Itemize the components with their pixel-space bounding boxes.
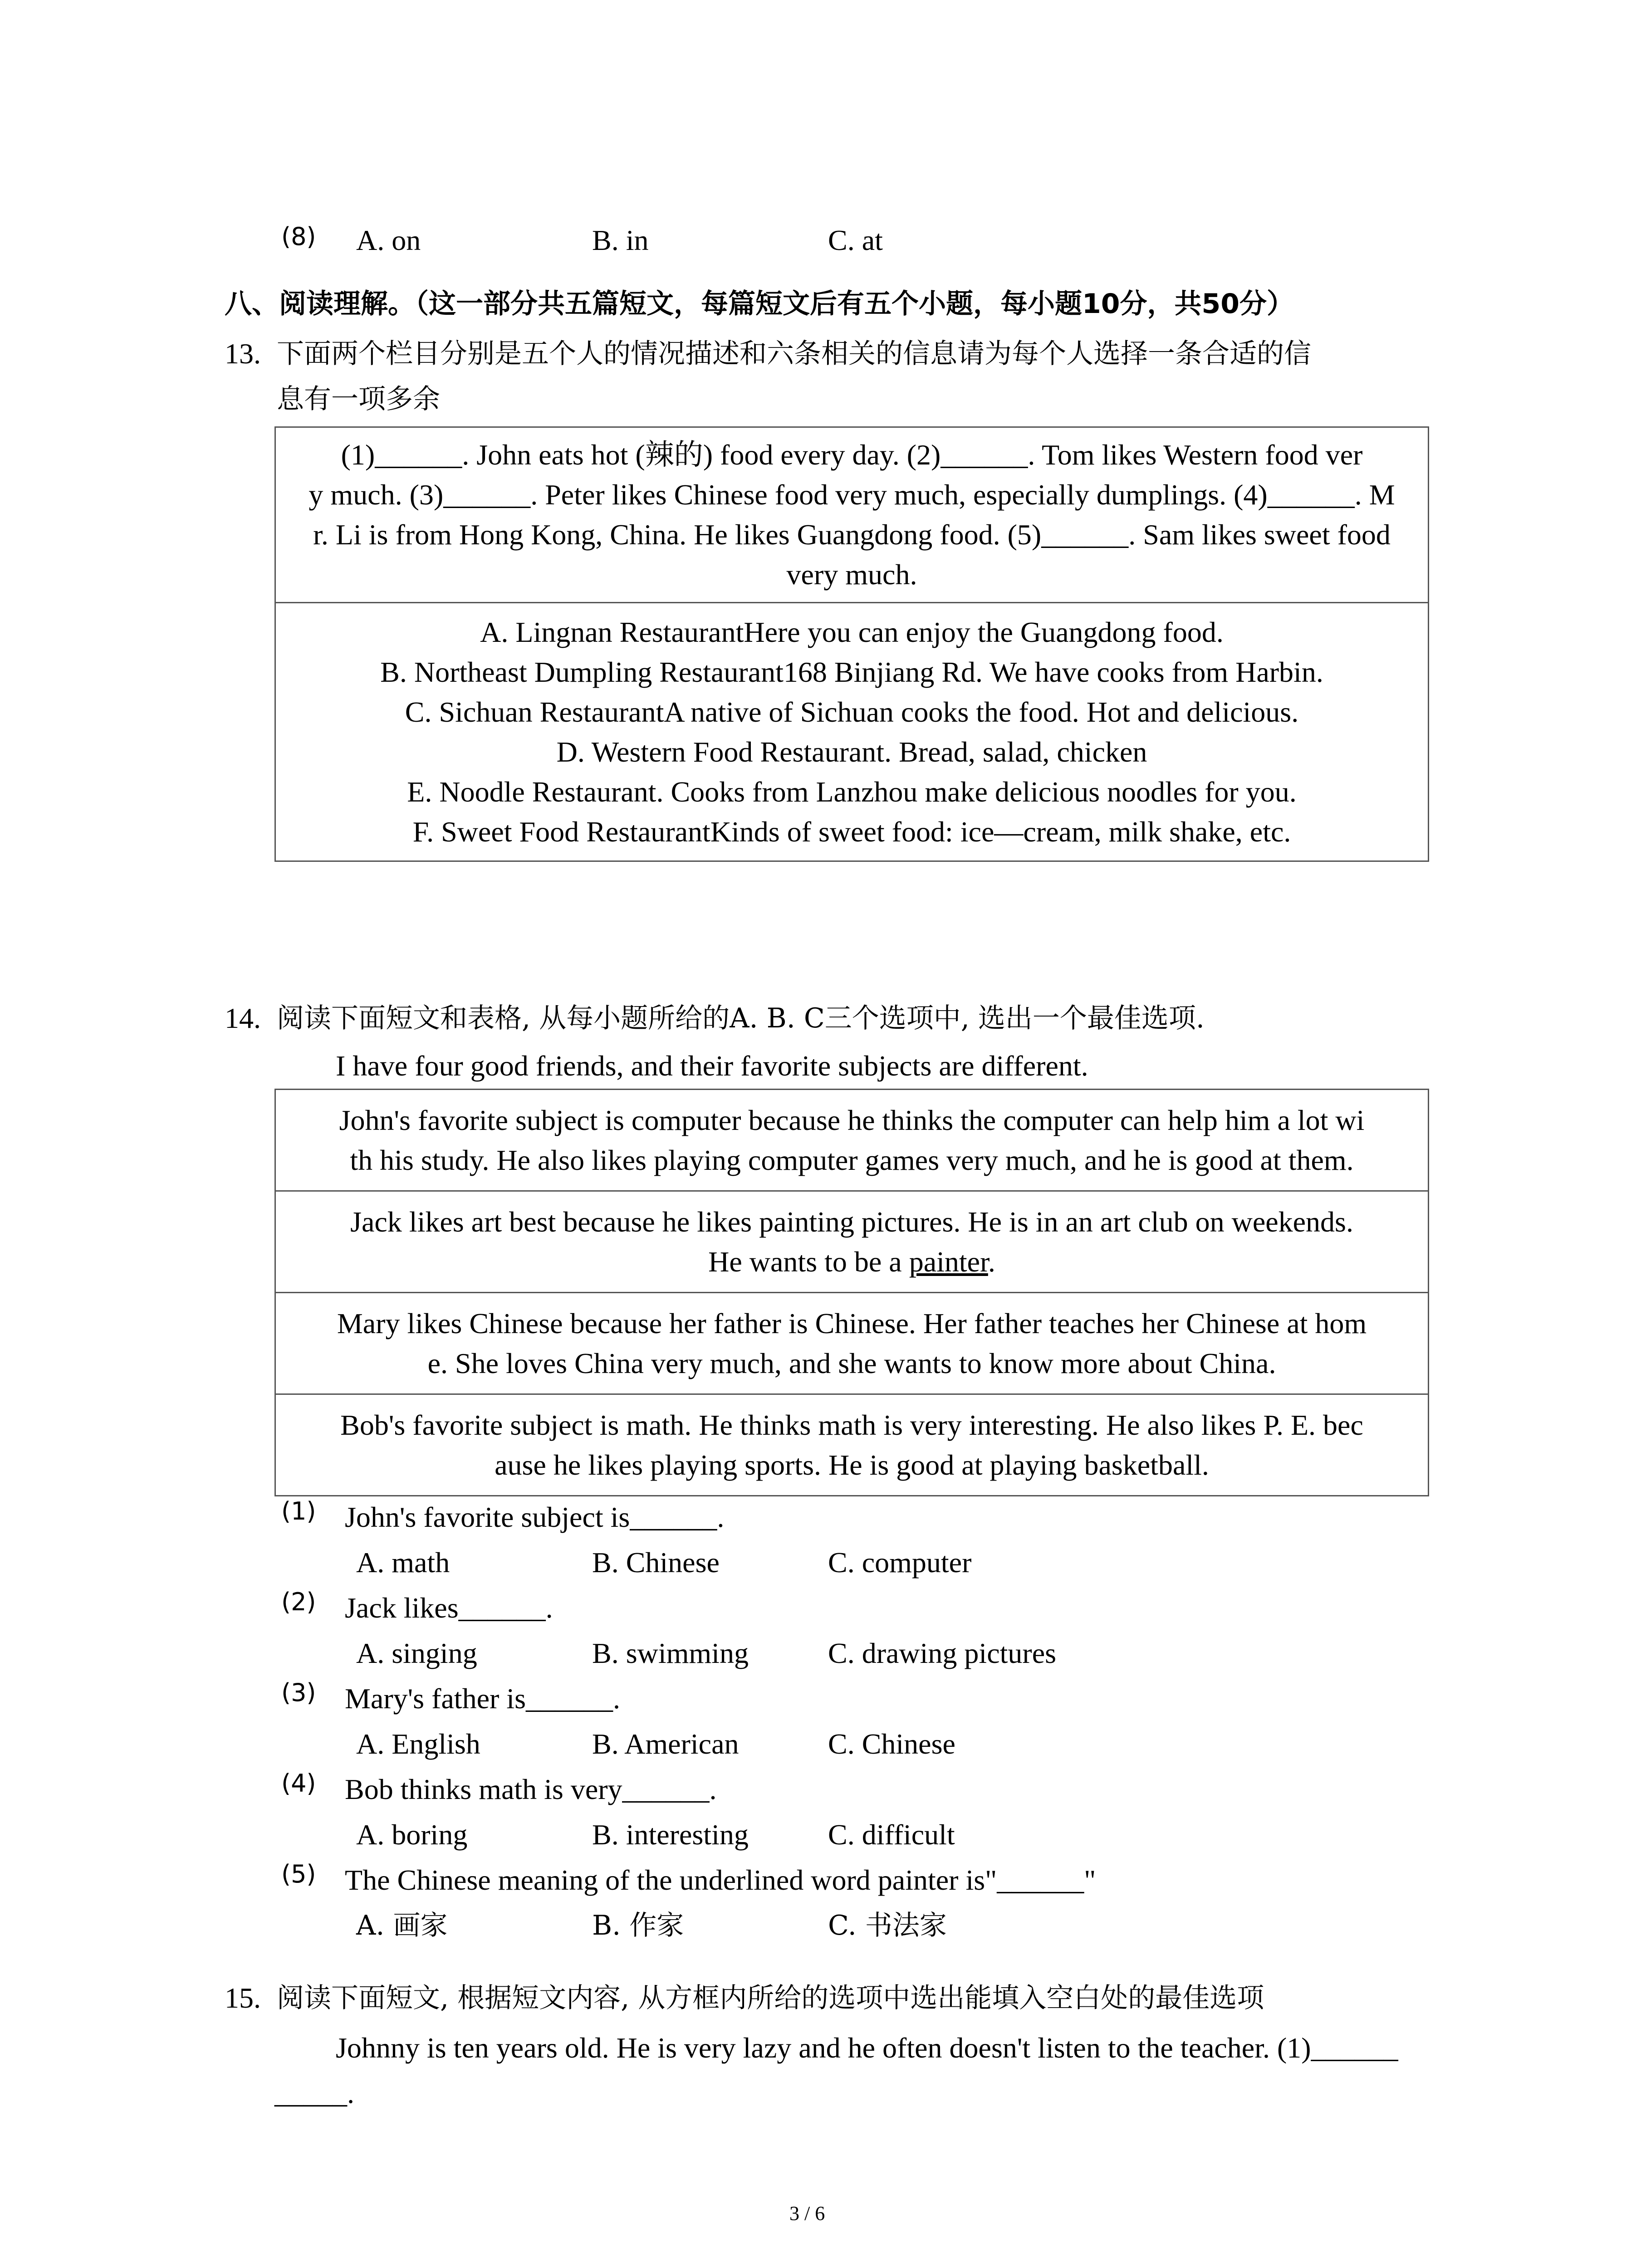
sub-question-number: (2)	[281, 1588, 316, 1616]
table-row	[274, 1089, 1429, 1192]
row-line: Mary likes Chinese because her father is Chinese. Her father teaches her Chinese at hom	[337, 1307, 1367, 1339]
option-b: B. 作家	[592, 1910, 684, 1941]
sub-question-number: (4)	[281, 1769, 316, 1798]
restaurant-option: B. Northeast Dumpling Restaurant168 Binjiang Rd. We have cooks from Harbin.	[380, 655, 1323, 688]
box-line: (1)______. John eats hot (辣的) food every day. (2)______. Tom likes Western food ver	[341, 439, 1363, 471]
sub-question-text: The Chinese meaning of the underlined word painter is"______"	[345, 1864, 1096, 1896]
box-line: r. Li is from Hong Kong, China. He likes Guangdong food. (5)______. Sam likes sweet food	[313, 518, 1391, 551]
option-b: B. interesting	[592, 1818, 749, 1851]
question-number: 15.	[225, 1982, 261, 2014]
option-c: C. at	[828, 224, 883, 256]
restaurants-box	[274, 602, 1429, 862]
option-a: A. math	[356, 1546, 450, 1579]
row-line: Bob's favorite subject is math. He thinks math is very interesting. He also likes P. E. bec	[340, 1408, 1363, 1441]
underlined-word: painter	[909, 1245, 988, 1278]
instruction-line: 下面两个栏目分别是五个人的情况描述和六条相关的信息请为每个人选择一条合适的信	[277, 338, 1311, 370]
row-line: th his study. He also likes playing computer games very much, and he is good at them.	[350, 1144, 1354, 1176]
row-line: e. She loves China very much, and she wants to know more about China.	[427, 1347, 1276, 1379]
option-b: B. swimming	[592, 1637, 749, 1669]
sub-question-text: Mary's father is______.	[345, 1682, 620, 1715]
sub-question-text: Bob thinks math is very______.	[345, 1773, 717, 1805]
restaurant-option: C. Sichuan RestaurantA native of Sichuan cooks the food. Hot and delicious.	[405, 695, 1299, 728]
passage-line: _____.	[274, 2077, 354, 2109]
row-text: .	[988, 1245, 995, 1278]
row-line	[350, 1242, 1353, 1282]
restaurant-option: F. Sweet Food RestaurantKinds of sweet food: ice—cream, milk shake, etc.	[412, 815, 1291, 848]
question-number: 14.	[225, 1002, 261, 1034]
row-line: Jack likes art best because he likes painting pictures. He is in an art club on weekends.	[350, 1205, 1353, 1238]
row-line: John's favorite subject is computer because he thinks the computer can help him a lot wi	[339, 1104, 1365, 1136]
row-text: He wants to be a	[708, 1245, 909, 1278]
sub-question-text: Jack likes______.	[345, 1592, 553, 1624]
option-a: A. on	[356, 224, 421, 256]
option-c: C. 书法家	[828, 1910, 947, 1941]
section-heading: 八、阅读理解。（这一部分共五篇短文，每篇短文后有五个小题，每小题10分，共50分）	[225, 288, 1294, 320]
question-number: (8)	[281, 222, 316, 251]
intro-sentence: I have four good friends, and their favorite subjects are different.	[336, 1050, 1088, 1082]
option-b: B. Chinese	[592, 1546, 720, 1579]
restaurant-option: E. Noodle Restaurant. Cooks from Lanzhou make delicious noodles for you.	[407, 775, 1297, 808]
box-line: y much. (3)______. Peter likes Chinese food very much, especially dumplings. (4)______. M	[309, 479, 1395, 511]
passage-line: Johnny is ten years old. He is very lazy and he often doesn't listen to the teacher. (1)______	[336, 2032, 1398, 2064]
option-c: C. computer	[828, 1546, 972, 1579]
box-line: very much.	[786, 558, 917, 591]
table-row	[274, 1393, 1429, 1496]
option-a: A. 画家	[356, 1910, 448, 1941]
sub-question-number: (3)	[281, 1678, 316, 1707]
option-a: A. singing	[356, 1637, 477, 1669]
option-c: C. drawing pictures	[828, 1637, 1056, 1669]
option-a: A. boring	[356, 1818, 468, 1851]
option-c: C. Chinese	[828, 1728, 955, 1760]
page-number: 3 / 6	[789, 2202, 825, 2224]
row-line: ause he likes playing sports. He is good at playing basketball.	[495, 1448, 1209, 1481]
option-a: A. English	[356, 1728, 480, 1760]
restaurant-option: D. Western Food Restaurant. Bread, salad, chicken	[556, 735, 1147, 768]
sub-question-text: John's favorite subject is______.	[345, 1501, 725, 1533]
option-b: B. American	[592, 1728, 739, 1760]
instruction-line: 阅读下面短文, 根据短文内容, 从方框内所给的选项中选出能填入空白处的最佳选项	[277, 1982, 1264, 2014]
table-row	[274, 1190, 1429, 1293]
instruction-line: 息有一项多余	[277, 383, 440, 415]
instruction-line: 阅读下面短文和表格, 从每小题所给的A. B. C三个选项中, 选出一个最佳选项.	[277, 1002, 1205, 1034]
table-row	[274, 1292, 1429, 1395]
sub-question-number: (1)	[281, 1497, 316, 1525]
option-b: B. in	[592, 224, 649, 256]
restaurant-option: A. Lingnan RestaurantHere you can enjoy the Guangdong food.	[480, 616, 1224, 648]
sub-question-number: (5)	[281, 1860, 316, 1888]
question-number: 13.	[225, 337, 261, 370]
option-c: C. difficult	[828, 1818, 955, 1851]
descriptions-box	[274, 426, 1429, 603]
